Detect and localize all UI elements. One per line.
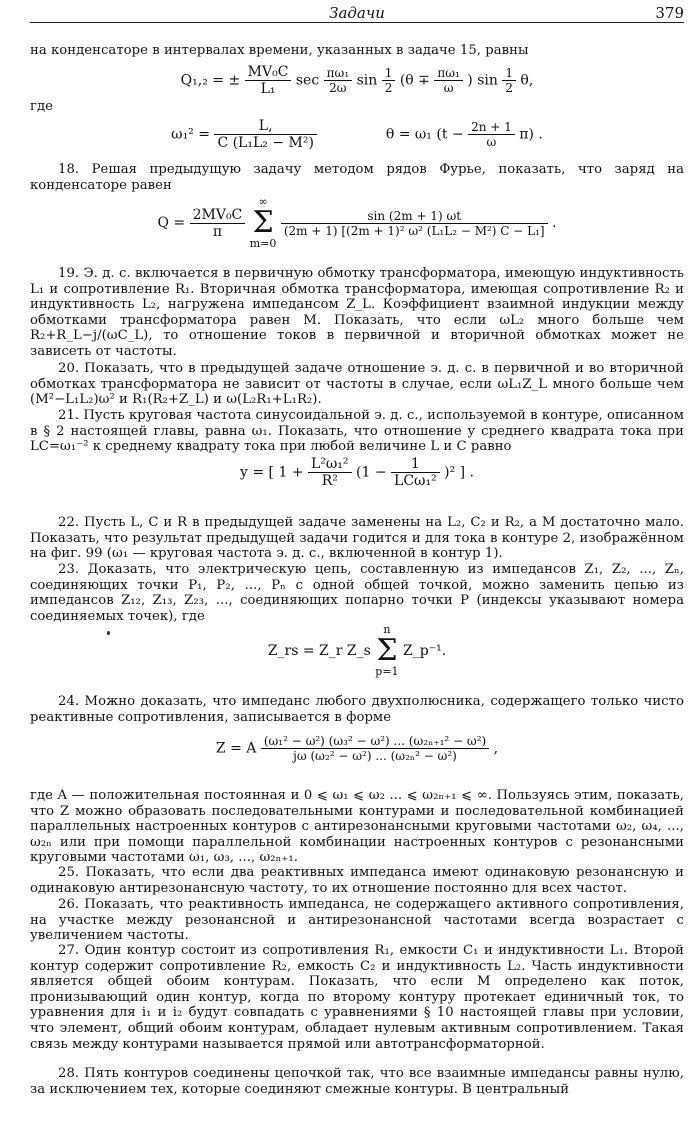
problem-24-cont: где A — положительная постоянная и 0 ⩽ ω₁ ⩽ ω₂ ... ⩽ ω₂ₙ₊₁ ⩽ ∞. Пользуясь этим, показать, что Z можно образовать последовательными контурами и последовательной комбинацией параллельных настроенных контуров с антирезонансными круговыми частотами ω₂, ω₄, ..., ω₂ₙ или при помощи параллельной комбинации настроенных контуров с резонансными круговыми частотами ω₁, ω₃, ..., ω₂ₙ₊₁. — [30, 788, 684, 866]
z-den: jω (ω₂² − ω²) ... (ω₂ₙ² − ω²) — [293, 749, 457, 763]
zrs-lhs: Z_rs = Z_r Z_s — [267, 643, 371, 659]
q12-tail: ) sin — [467, 72, 498, 89]
q12-two-2: 2 — [505, 81, 513, 95]
q12-den: L₁ — [260, 81, 276, 97]
y-lhs: y = — [239, 464, 265, 481]
y-den2: LCω₁² — [394, 473, 437, 489]
formula-q-fourier — [30, 196, 684, 250]
q-num: 2MV₀C — [190, 207, 246, 224]
problem-27: 27. Один контур состоит из сопротивления R₁, емкости C₁ и индуктивности L₁. Второй контур содержит сопротивление R₂, емкость C₂ и индуктивность L₂. Часть индуктивности является общей обоим контурам. Показать, что если M определено как поток, пронизывающий один контур, когда по второму контуру протекает единичный ток, то уравнения для i₁ и i₂ будут совпадать с уравнениями § 10 настоящей главы при условии, что элемент, общий обоим контурам, обладает нулевым активным сопротивлением. Такая связь между контурами называется прямой или автотрансформаторной. — [30, 943, 684, 1052]
problem-28: 28. Пять контуров соединены цепочкой так, что все взаимные импедансы равны нулю, за исключением тех, которые соединяют смежные контуры. В центральный — [30, 1066, 684, 1097]
q12-pw-den: ω — [443, 81, 454, 95]
q12-two: 2 — [384, 81, 393, 95]
problem-18: 18. Решая предыдущую задачу методом рядов Фурье, показать, что заряд на конденсаторе равен — [30, 162, 684, 193]
q-num2: sin (2m + 1) ωt — [281, 209, 548, 224]
formula-w1-theta — [30, 118, 684, 151]
q12-theta: θ, — [520, 72, 534, 89]
problem-20: 20. Показать, что в предыдущей задаче отношение э. д. с. в первичной и во вторичной обмотках трансформатора не зависит от частоты в случае, если ωL₁Z_L много больше чем (M²−L₁L₂)ω² и R₁(R₂+Z_L) и ω(L₂R₁+L₁R₂). — [30, 361, 684, 408]
zrs-bot: p=1 — [375, 665, 399, 678]
zrs-sum-sign: Σ — [376, 633, 398, 668]
intro-line: на конденсаторе в интервалах времени, указанных в задаче 15, равны — [30, 43, 529, 58]
w1-num: L, — [214, 118, 316, 135]
w1-lhs: ω₁² = — [171, 126, 210, 143]
problem-23: 23. Доказать, что электрическую цепь, составленную из импедансов Z₁, Z₂, ..., Zₙ, соединяющих точки P₁, P₂, ..., Pₙ с одной общей точкой, можно заменить цепью из импедансов Z₁₂, Z₁₃, Z₂₃, ..., соединяющих попарно точки P (индексы указывают номера соединяемых точек), где — [30, 562, 684, 624]
page-number: 379 — [655, 4, 684, 22]
q-den: π — [212, 223, 223, 240]
problem-22: 22. Пусть L, C и R в предыдущей задаче заменены на L₂, C₂ и R₂, а M достаточно мало. Показать, что результат предыдущей задачи годится и для тока в контуре 2, изображённом на фиг. 99 (ω₁ — круговая частота э. д. с., включенной в контур 1). — [30, 515, 684, 562]
theta-tail: π) . — [519, 126, 543, 143]
q12-sec-den: 2ω — [329, 81, 347, 95]
q12-half-2: 1 — [502, 66, 516, 81]
q12-paren: (θ ∓ — [399, 72, 430, 89]
running-title: Задачи — [329, 4, 385, 22]
q-sum-bot: m=0 — [249, 237, 277, 250]
z-lhs: Z = A — [215, 740, 257, 757]
z-end: , — [493, 740, 499, 757]
theta-lhs: θ = ω₁ — [385, 126, 432, 143]
formula-q12 — [30, 64, 684, 97]
theta-num: 2n + 1 — [468, 120, 515, 135]
q12-sec: sec — [295, 72, 320, 89]
y-den: R² — [321, 473, 338, 489]
w1-den: C (L₁L₂ − M²) — [217, 135, 314, 151]
y-open: [ 1 + — [268, 464, 304, 481]
formula-y — [30, 456, 684, 489]
q12-sec-num: πω₁ — [324, 66, 352, 81]
zrs-rhs: Z_p⁻¹. — [403, 643, 447, 659]
q-sum-top: ∞ — [258, 195, 268, 208]
y-paren: (1 − — [356, 464, 387, 481]
q12-sin: sin — [356, 72, 378, 89]
q12-lhs: Q₁,₂ = ± — [180, 72, 241, 89]
z-num: (ω₁² − ω²) (ω₃² − ω²) ... (ω₂ₙ₊₁² − ω²) — [261, 734, 489, 749]
q-end: . — [552, 215, 557, 231]
y-close: )² ] . — [444, 464, 475, 481]
problem-24: 24. Можно доказать, что импеданс любого двухполюсника, содержащего только чисто реактивные сопротивления, записывается в форме — [30, 694, 684, 725]
y-num2: 1 — [391, 456, 440, 473]
q12-half: 1 — [382, 66, 396, 81]
q12-pw-num: πω₁ — [434, 66, 462, 81]
formula-zrs — [30, 624, 684, 678]
where-1: где — [30, 99, 53, 114]
q-lhs: Q = — [157, 215, 186, 231]
q-den2: (2m + 1) [(2m + 1)² ω² (L₁L₂ − M²) C − L₁] — [283, 223, 545, 238]
problem-26: 26. Показать, что реактивность импеданса, не содержащего активного сопротивления, на участке между резонансной и антирезонансной частотами всегда возрастает с увеличением частоты. — [30, 897, 684, 944]
q-sum-sign: Σ — [252, 205, 274, 240]
zrs-top: n — [383, 623, 391, 636]
problem-19: 19. Э. д. с. включается в первичную обмотку трансформатора, имеющую индуктивность L₁ и сопротивление R₁. Вторичная обмотка трансформатора, имеющая сопротивление R₂ и индуктивность L₂, нагружена импедансом Z_L. Коэффициент взаимной индукции между обмотками трансформатора равен M. Показать, что если ωL₂ много больше чем R₂+R_L−j/(ωC_L), то отношение токов в первичной и вторичной обмотках может не зависеть от частоты. — [30, 266, 684, 359]
theta-den: ω — [486, 135, 497, 149]
formula-z — [30, 734, 684, 763]
problem-25: 25. Показать, что если два реактивных импеданса имеют одинаковую резонансную и одинаковую антирезонансную частоту, то их отношение постоянно для всех частот. — [30, 865, 684, 896]
problem-21: 21. Пусть круговая частота синусоидальной э. д. с., используемой в контуре, описанном в § 2 настоящей главы, равна ω₁. Показать, что отношение y среднего квадрата тока при LC=ω₁⁻² к среднему квадрату тока при любой величине L и C равно — [30, 408, 684, 455]
q12-num: MV₀C — [245, 64, 292, 81]
theta-paren: (t − — [436, 126, 464, 143]
header-rule — [30, 22, 684, 23]
y-num: L²ω₁² — [308, 456, 352, 473]
